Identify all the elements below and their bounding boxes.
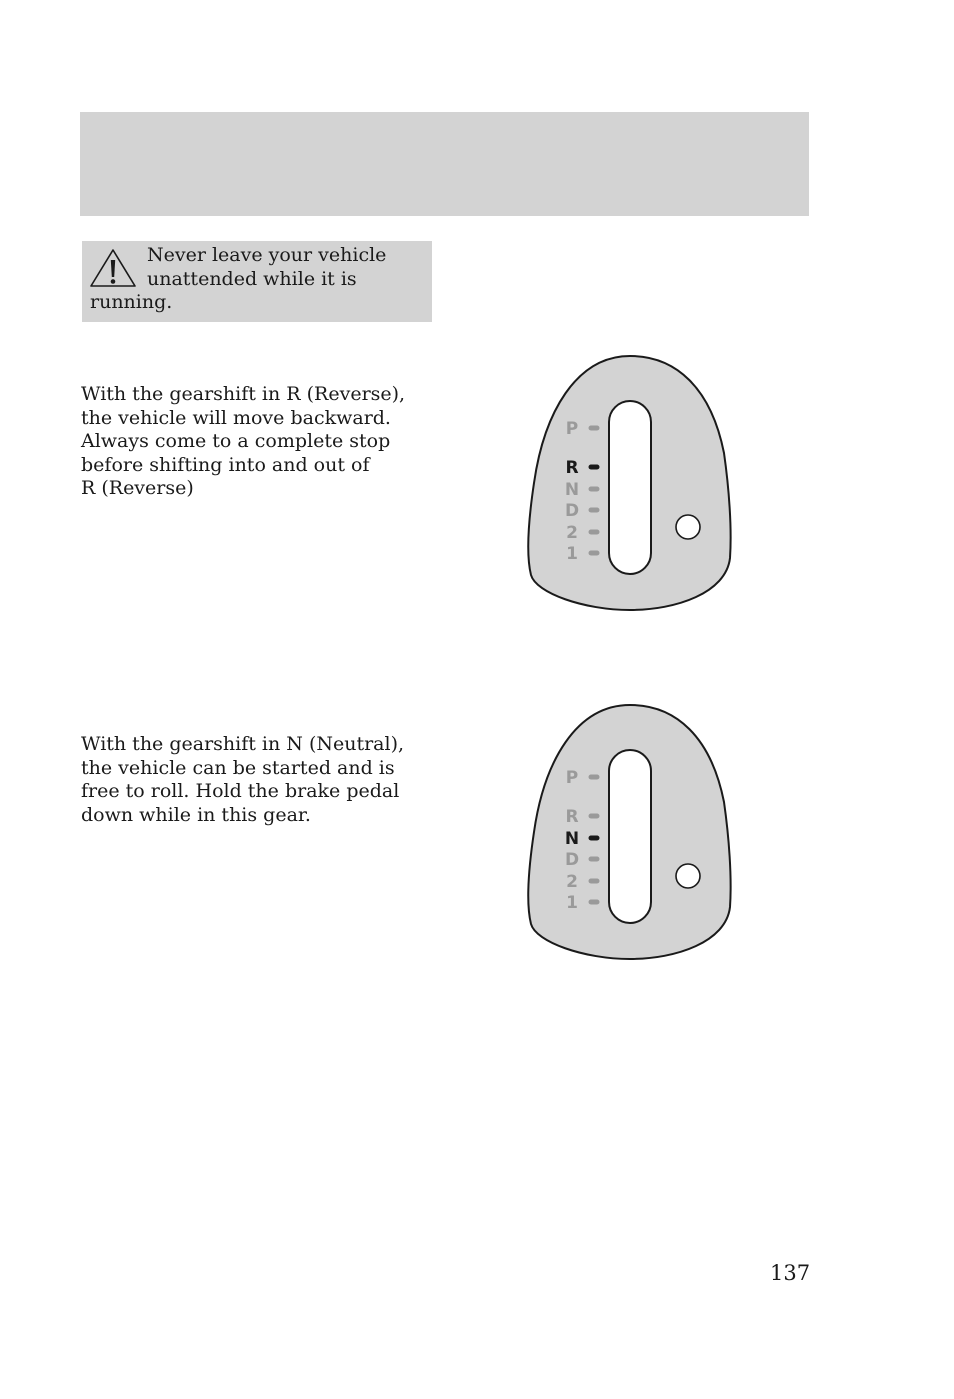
- warning-triangle-icon: [88, 247, 138, 289]
- gear-label-d: D: [564, 850, 580, 870]
- gear-label-n: N: [564, 480, 580, 500]
- gear-label-2: 2: [566, 523, 578, 543]
- paragraph-line: the vehicle will move backward.: [81, 406, 391, 429]
- gear-label-r: R: [565, 807, 579, 827]
- warning-box: [82, 241, 432, 322]
- paragraph-line: Always come to a complete stop: [81, 430, 391, 452]
- gear-label-p: P: [565, 419, 579, 439]
- warning-text-line: Never leave your vehicle: [147, 244, 387, 266]
- warning-text-line: running.: [90, 291, 173, 313]
- paragraph-line: With the gearshift in N (Neutral),: [81, 733, 405, 755]
- gear-label-2: 2: [566, 872, 578, 892]
- reverse-paragraph: [81, 383, 405, 501]
- gearshift-diagram-neutral: [526, 702, 734, 962]
- paragraph-line: With the gearshift in R (Reverse),: [81, 383, 406, 405]
- paragraph-line: before shifting into and out of: [81, 453, 370, 476]
- paragraph-line: the vehicle can be started and is: [81, 756, 395, 779]
- header-band: [80, 112, 809, 216]
- gear-label-n: N: [564, 829, 580, 849]
- neutral-paragraph: [81, 733, 404, 827]
- gearshift-diagram-reverse: [526, 353, 734, 613]
- shifter-slot: [609, 401, 651, 574]
- shifter-button-circle: [676, 515, 700, 539]
- paragraph-line: down while in this gear.: [81, 803, 311, 826]
- page-number: 137: [770, 1261, 811, 1285]
- gear-label-1: 1: [566, 544, 578, 564]
- warning-text-line: unattended while it is: [147, 267, 357, 290]
- shifter-slot: [609, 750, 651, 923]
- paragraph-line: free to roll. Hold the brake pedal: [81, 780, 400, 802]
- gear-label-r: R: [565, 458, 579, 478]
- shifter-button-circle: [676, 864, 700, 888]
- gear-label-p: P: [565, 768, 579, 788]
- gear-label-1: 1: [566, 893, 578, 913]
- gear-label-d: D: [564, 501, 580, 521]
- paragraph-line: R (Reverse): [81, 477, 194, 499]
